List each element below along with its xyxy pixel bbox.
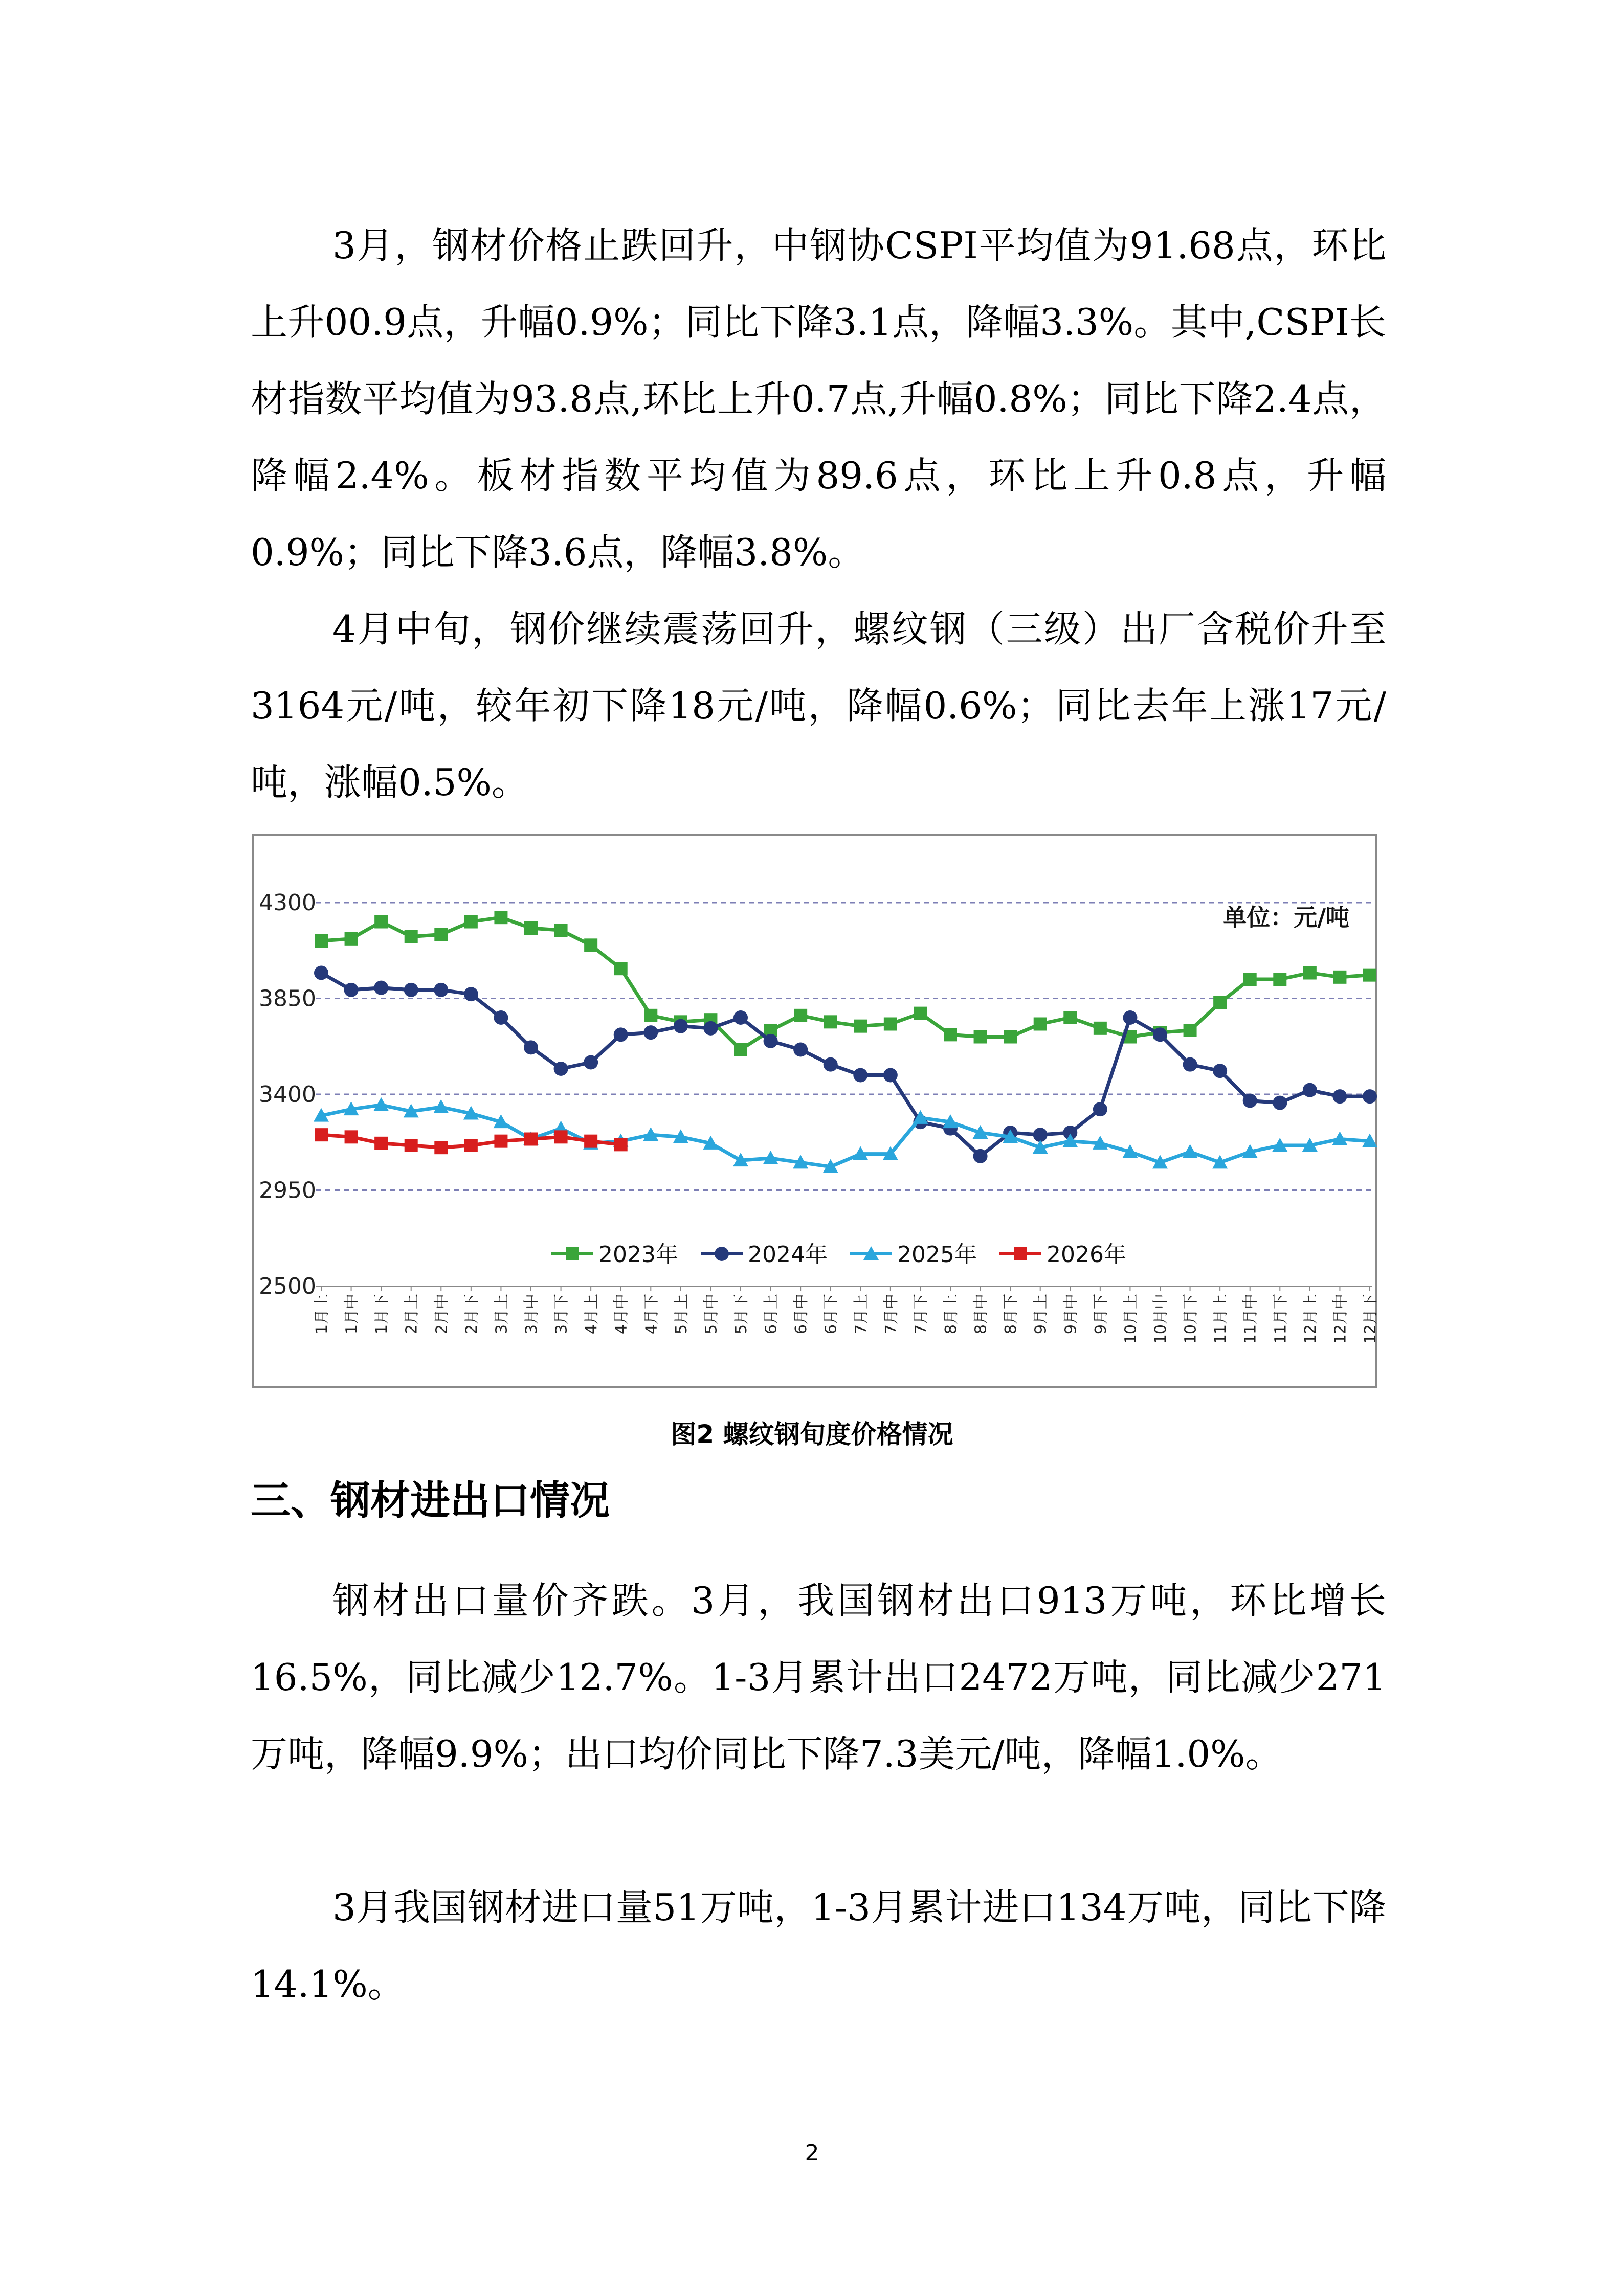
- data-point: [315, 934, 328, 948]
- data-point: [1183, 1057, 1197, 1072]
- data-point: [1213, 1064, 1227, 1078]
- data-point: [884, 1018, 897, 1031]
- data-point: [733, 1010, 748, 1025]
- data-point: [1303, 1083, 1317, 1097]
- data-point: [1004, 1030, 1017, 1044]
- data-point: [703, 1021, 718, 1036]
- x-tick-label: 7月中: [882, 1294, 900, 1335]
- data-point: [1033, 1128, 1048, 1142]
- data-point: [554, 924, 568, 937]
- x-tick-label: 2月上: [403, 1294, 421, 1335]
- data-point: [345, 932, 358, 946]
- data-point: [524, 921, 538, 935]
- x-tick-label: 12月上: [1301, 1294, 1320, 1344]
- data-point: [584, 1135, 597, 1148]
- legend-label: 2023年: [598, 1242, 678, 1268]
- x-tick-label: 9月上: [1032, 1294, 1050, 1335]
- x-tick-label: 12月下: [1362, 1294, 1380, 1344]
- x-tick-label: 12月中: [1331, 1294, 1350, 1344]
- x-tick-label: 11月中: [1241, 1294, 1260, 1344]
- x-tick-label: 3月上: [493, 1294, 511, 1335]
- data-point: [314, 966, 328, 980]
- data-point: [374, 915, 388, 929]
- data-point: [524, 1040, 538, 1054]
- data-point: [374, 981, 388, 995]
- data-point: [764, 1034, 778, 1048]
- data-point: [853, 1068, 867, 1083]
- legend-label: 2026年: [1047, 1242, 1126, 1268]
- data-point: [944, 1028, 957, 1041]
- data-point: [434, 928, 448, 941]
- x-tick-label: 4月中: [612, 1294, 631, 1335]
- data-point: [1273, 1096, 1287, 1110]
- chart-svg: [252, 834, 1380, 1388]
- legend-label: 2024年: [748, 1242, 828, 1268]
- data-point: [674, 1019, 688, 1033]
- x-tick-label: 1月上: [313, 1294, 331, 1335]
- paragraph-cspi: 3月，钢材价格止跌回升，中钢协CSPI平均值为91.68点，环比上升00.9点，升幅0.9%；同比下降3.1点，降幅3.3%。其中,CSPI长材指数平均值为93.8点,环比上升0.7点,升幅0.8%；同比下降2.4点，降幅2.4%。板材指数平均值为89.6点，环比上升0.8点，升幅0.9%；同比下降3.6点，降幅3.8%。: [251, 224, 1386, 574]
- x-tick-label: 5月中: [702, 1294, 721, 1335]
- data-point: [1363, 1089, 1377, 1104]
- data-point: [1303, 966, 1317, 980]
- data-point: [404, 983, 418, 997]
- x-tick-label: 3月下: [552, 1294, 571, 1335]
- x-tick-label: 11月下: [1272, 1294, 1290, 1344]
- data-point: [794, 1009, 807, 1022]
- data-point: [1094, 1022, 1107, 1035]
- data-point: [644, 1009, 657, 1022]
- x-tick-label: 2月中: [433, 1294, 451, 1335]
- data-point: [614, 1138, 628, 1151]
- data-point: [614, 962, 628, 975]
- data-point: [405, 930, 418, 943]
- x-tick-label: 1月下: [373, 1294, 391, 1335]
- x-tick-label: 8月下: [1002, 1294, 1020, 1335]
- data-point: [1333, 971, 1346, 984]
- x-tick-label: 5月下: [732, 1294, 750, 1335]
- x-tick-label: 2月下: [462, 1294, 481, 1335]
- y-tick-label: 3850: [259, 985, 316, 1012]
- data-point: [405, 1139, 418, 1152]
- data-point: [494, 1135, 507, 1148]
- data-point: [734, 1043, 747, 1056]
- data-point: [854, 1020, 867, 1033]
- data-point: [974, 1030, 987, 1044]
- x-tick-label: 10月上: [1122, 1294, 1140, 1344]
- x-tick-label: 7月下: [912, 1294, 930, 1335]
- data-point: [1332, 1089, 1347, 1104]
- data-point: [315, 1128, 328, 1141]
- data-point: [1063, 1011, 1077, 1024]
- data-point: [1243, 1094, 1257, 1108]
- legend-marker: [1014, 1247, 1027, 1260]
- data-point: [434, 983, 448, 997]
- y-tick-label: 4300: [259, 890, 316, 916]
- data-point: [464, 987, 478, 1001]
- x-tick-label: 8月上: [942, 1294, 960, 1335]
- data-point: [793, 1043, 808, 1057]
- y-tick-label: 2950: [259, 1177, 316, 1204]
- data-point: [614, 1027, 628, 1042]
- x-tick-label: 10月下: [1182, 1294, 1200, 1344]
- legend-label: 2025年: [897, 1242, 977, 1268]
- data-point: [824, 1015, 837, 1028]
- legend-marker: [715, 1247, 729, 1261]
- x-tick-label: 7月上: [852, 1294, 871, 1335]
- data-point: [464, 915, 478, 929]
- data-point: [374, 1137, 388, 1150]
- page-number: 2: [805, 2140, 819, 2166]
- x-tick-label: 4月上: [583, 1294, 601, 1335]
- x-tick-label: 5月上: [672, 1294, 691, 1335]
- x-tick-label: 6月中: [792, 1294, 811, 1335]
- data-point: [464, 1139, 478, 1152]
- data-point: [524, 1133, 538, 1146]
- data-point: [584, 938, 597, 952]
- data-point: [1243, 973, 1257, 986]
- data-point: [1184, 1024, 1197, 1037]
- x-tick-label: 11月上: [1212, 1294, 1230, 1344]
- x-tick-label: 8月中: [972, 1294, 990, 1335]
- data-point: [494, 911, 507, 924]
- data-point: [554, 1130, 568, 1143]
- data-point: [914, 1007, 927, 1020]
- section-heading: 三、钢材进出口情况: [251, 1478, 610, 1524]
- data-point: [345, 1130, 358, 1143]
- data-point: [1093, 1102, 1107, 1116]
- paragraph-import: 3月我国钢材进口量51万吨，1-3月累计进口134万吨，同比下降14.1%。: [251, 1886, 1386, 2006]
- x-tick-label: 10月中: [1152, 1294, 1170, 1344]
- data-point: [643, 1025, 658, 1040]
- data-point: [973, 1149, 988, 1163]
- data-point: [494, 1010, 508, 1025]
- paragraph-export: 钢材出口量价齐跌。3月，我国钢材出口913万吨，环比增长16.5%，同比减少12.7%。1-3月累计出口2472万吨，同比减少271万吨，降幅9.9%；出口均价同比下降7.3美元/吨，降幅1.0%。: [251, 1579, 1386, 1775]
- y-tick-label: 3400: [259, 1082, 316, 1108]
- legend-marker: [566, 1247, 579, 1260]
- paragraph-rebar-price: 4月中旬，钢价继续震荡回升，螺纹钢（三级）出厂含税价升至3164元/吨，较年初下降18元/吨，降幅0.6%；同比去年上涨17元/吨，涨幅0.5%。: [251, 607, 1386, 804]
- x-tick-label: 4月下: [642, 1294, 661, 1335]
- y-tick-label: 2500: [259, 1273, 316, 1299]
- x-tick-label: 3月中: [523, 1294, 541, 1335]
- data-point: [1123, 1010, 1137, 1025]
- x-tick-label: 1月中: [343, 1294, 361, 1335]
- data-point: [1273, 973, 1286, 986]
- data-point: [344, 983, 359, 997]
- x-tick-label: 6月上: [762, 1294, 781, 1335]
- x-tick-label: 9月下: [1092, 1294, 1110, 1335]
- x-tick-label: 9月中: [1062, 1294, 1080, 1335]
- data-point: [1034, 1018, 1047, 1031]
- figure-caption: 图2 螺纹钢旬度价格情况: [671, 1420, 953, 1449]
- data-point: [1213, 996, 1227, 1009]
- data-point: [584, 1055, 598, 1070]
- rebar-price-chart: [252, 834, 1380, 1388]
- x-tick-label: 6月下: [822, 1294, 840, 1335]
- data-point: [554, 1062, 568, 1076]
- data-point: [1153, 1027, 1167, 1042]
- data-point: [434, 1141, 448, 1154]
- data-point: [1363, 969, 1376, 982]
- data-point: [883, 1068, 898, 1083]
- unit-label: 单位：元/吨: [1223, 904, 1349, 931]
- data-point: [824, 1057, 838, 1072]
